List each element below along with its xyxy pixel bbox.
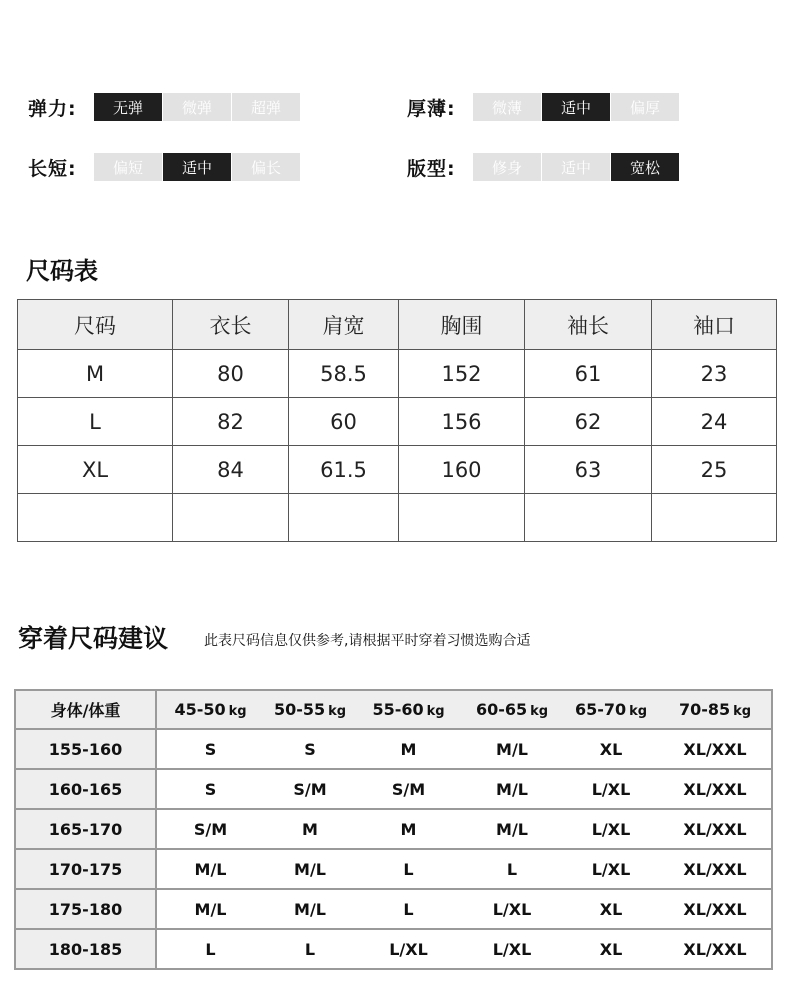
option-selected: 无弹 (94, 93, 162, 121)
attribute-options (473, 153, 680, 181)
table-row (18, 446, 777, 494)
size-cell: XL (18, 446, 173, 494)
recommended-size-cell: M (356, 809, 461, 849)
recommended-size-cell: S/M (264, 769, 356, 809)
option-unselected: 超弹 (232, 93, 300, 121)
size-cell: 25 (652, 446, 777, 494)
recommended-size-cell: XL (563, 929, 659, 969)
weight-range: 45-50 (174, 700, 226, 719)
weight-unit: kg (530, 704, 549, 719)
size-header-cell: 袖口 (652, 300, 777, 350)
size-cell: 152 (399, 350, 525, 398)
option-selected: 适中 (163, 153, 231, 181)
recommended-size-cell: S/M (356, 769, 461, 809)
size-header-cell: 胸围 (399, 300, 525, 350)
height-cell: 165-170 (15, 809, 156, 849)
table-row (15, 769, 772, 809)
attribute-options (94, 93, 301, 121)
attribute-label: 弹力: (28, 97, 77, 120)
recommendation-table (14, 689, 773, 970)
table-row (15, 889, 772, 929)
recommended-size-cell: M (356, 729, 461, 769)
recommended-size-cell: L/XL (563, 769, 659, 809)
size-cell: 61.5 (289, 446, 399, 494)
attribute-label: 厚薄: (407, 97, 456, 120)
table-row (15, 809, 772, 849)
recommended-size-cell: XL/XXL (659, 929, 772, 969)
weight-header (264, 690, 356, 729)
size-cell: 62 (525, 398, 652, 446)
option-unselected: 适中 (542, 153, 610, 181)
attribute-options (473, 93, 680, 121)
height-cell: 180-185 (15, 929, 156, 969)
table-row (15, 929, 772, 969)
size-cell (173, 494, 289, 542)
size-header-cell: 肩宽 (289, 300, 399, 350)
size-table-title: 尺码表 (26, 257, 98, 285)
option-unselected: 偏短 (94, 153, 162, 181)
table-row (18, 398, 777, 446)
size-cell: 82 (173, 398, 289, 446)
table-row (15, 849, 772, 889)
recommended-size-cell: S (156, 729, 264, 769)
recommended-size-cell: L/XL (461, 929, 563, 969)
size-cell: 58.5 (289, 350, 399, 398)
weight-header (659, 690, 772, 729)
recommended-size-cell: M/L (461, 769, 563, 809)
recommended-size-cell: L/XL (563, 849, 659, 889)
height-cell: 155-160 (15, 729, 156, 769)
size-cell: 160 (399, 446, 525, 494)
attribute-thickness (407, 93, 680, 121)
recommended-size-cell: L/XL (356, 929, 461, 969)
size-cell: M (18, 350, 173, 398)
size-cell: 61 (525, 350, 652, 398)
recommended-size-cell: L/XL (461, 889, 563, 929)
recommended-size-cell: L (264, 929, 356, 969)
weight-unit: kg (228, 704, 247, 719)
size-cell: 63 (525, 446, 652, 494)
recommended-size-cell: M/L (461, 809, 563, 849)
recommended-size-cell: S (156, 769, 264, 809)
weight-range: 60-65 (475, 700, 528, 719)
recommended-size-cell: S (264, 729, 356, 769)
size-cell: 84 (173, 446, 289, 494)
corner-header: 身体/体重 (15, 690, 156, 729)
table-row (15, 729, 772, 769)
table-row (18, 350, 777, 398)
recommended-size-cell: L (461, 849, 563, 889)
size-cell: 23 (652, 350, 777, 398)
option-selected: 宽松 (611, 153, 679, 181)
size-cell (525, 494, 652, 542)
size-cell: L (18, 398, 173, 446)
recommended-size-cell: S/M (156, 809, 264, 849)
height-cell: 175-180 (15, 889, 156, 929)
recommended-size-cell: L/XL (563, 809, 659, 849)
recommended-size-cell: XL/XXL (659, 889, 772, 929)
size-cell: 80 (173, 350, 289, 398)
size-table-header (18, 300, 777, 350)
weight-range: 70-85 (678, 700, 731, 719)
recommended-size-cell: XL/XXL (659, 729, 772, 769)
recommended-size-cell: L (356, 889, 461, 929)
attribute-fit (407, 153, 680, 181)
weight-range: 50-55 (273, 700, 326, 719)
attribute-label: 版型: (407, 157, 456, 180)
recommended-size-cell: M/L (461, 729, 563, 769)
recommended-size-cell: M/L (156, 849, 264, 889)
weight-range: 65-70 (574, 700, 627, 719)
option-unselected: 微弹 (163, 93, 231, 121)
recommended-size-cell: M/L (264, 849, 356, 889)
size-cell (652, 494, 777, 542)
height-cell: 170-175 (15, 849, 156, 889)
option-unselected: 修身 (473, 153, 541, 181)
weight-header (356, 690, 461, 729)
size-cell: 156 (399, 398, 525, 446)
size-cell (18, 494, 173, 542)
size-cell: 24 (652, 398, 777, 446)
size-header-cell: 袖长 (525, 300, 652, 350)
recommended-size-cell: XL/XXL (659, 809, 772, 849)
recommendation-title: 穿着尺码建议 (18, 624, 169, 653)
option-selected: 适中 (542, 93, 610, 121)
attribute-elasticity (28, 93, 301, 121)
recommended-size-cell: L (356, 849, 461, 889)
recommendation-note: 此表尺码信息仅供参考,请根据平时穿着习惯选购合适 (204, 633, 531, 649)
recommended-size-cell: XL/XXL (659, 849, 772, 889)
weight-header (156, 690, 264, 729)
size-cell: 60 (289, 398, 399, 446)
recommended-size-cell: M/L (156, 889, 264, 929)
table-row (18, 494, 777, 542)
recommended-size-cell: XL (563, 729, 659, 769)
attribute-length (28, 153, 301, 181)
recommended-size-cell: XL (563, 889, 659, 929)
recommendation-header (15, 690, 772, 729)
attribute-label: 长短: (28, 157, 77, 180)
option-unselected: 微薄 (473, 93, 541, 121)
recommended-size-cell: L (156, 929, 264, 969)
size-table (17, 299, 777, 542)
option-unselected: 偏长 (232, 153, 300, 181)
weight-header (563, 690, 659, 729)
recommended-size-cell: M/L (264, 889, 356, 929)
size-header-cell: 尺码 (18, 300, 173, 350)
attribute-options (94, 153, 301, 181)
size-cell (399, 494, 525, 542)
weight-unit: kg (426, 704, 445, 719)
recommended-size-cell: XL/XXL (659, 769, 772, 809)
weight-range: 55-60 (372, 700, 424, 719)
height-cell: 160-165 (15, 769, 156, 809)
size-cell (289, 494, 399, 542)
option-unselected: 偏厚 (611, 93, 679, 121)
size-header-cell: 衣长 (173, 300, 289, 350)
weight-unit: kg (733, 704, 752, 719)
weight-header (461, 690, 563, 729)
weight-unit: kg (629, 704, 648, 719)
weight-unit: kg (328, 704, 347, 719)
recommended-size-cell: M (264, 809, 356, 849)
